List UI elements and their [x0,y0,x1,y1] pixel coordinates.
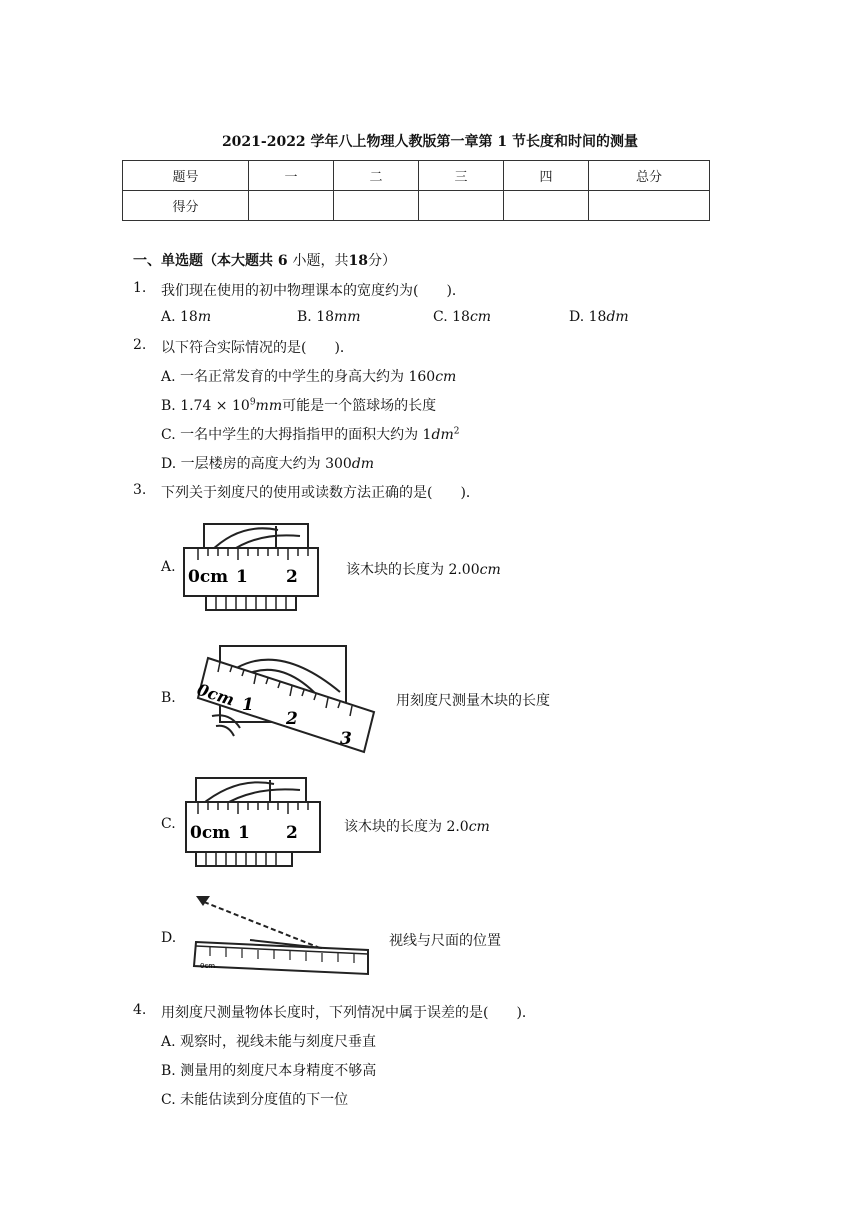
option-unit: cm [469,309,492,325]
caption-unit: cm [479,562,501,578]
option-1d[interactable] [569,309,629,325]
ruler-label-2: 2 [286,823,298,843]
question-number: 4. [133,1002,147,1018]
caption-text: 该木块的长度为 2.00 [346,562,480,578]
ruler-label-1: 1 [238,823,250,843]
score-header-cell: 题号 [123,161,249,191]
option-exponent: 9 [249,397,256,408]
option-2c[interactable] [161,424,459,444]
ruler-figure-a [180,518,322,614]
ruler-figure-b [190,640,380,762]
section-heading-text: 一、单选题（本大题共 [133,253,273,269]
option-unit: m [197,309,212,325]
option-unit: mm [334,309,361,325]
option-1b[interactable] [297,309,361,325]
question-text: 用刻度尺测量物体长度时，下列情况中属于误差的是( )． [161,1005,536,1021]
option-3c-caption [344,816,490,836]
score-table-header-row [123,161,710,191]
option-label: D. 18 [569,309,607,325]
option-label: A. 一名正常发育的中学生的身高大约为 160 [161,369,436,385]
option-unit: dm [431,427,454,443]
option-3a-label[interactable]: A. [161,559,176,575]
option-label: D. 一层楼房的高度大约为 300 [161,456,352,472]
option-3d-caption: 视线与尺面的位置 [389,933,501,949]
ruler-label-1: 1 [242,695,254,715]
ruler-figure-c [182,772,324,880]
option-unit: cm [435,369,457,385]
score-header-cell: 总分 [589,161,710,191]
option-label: B. 1.74 × 10 [161,398,250,414]
section-score: 18 [348,253,368,269]
score-cell[interactable] [589,191,710,221]
ruler-label-2: 2 [286,709,298,729]
score-header-cell: 一 [249,161,334,191]
option-label: A. 18 [161,309,198,325]
score-table-score-row [123,191,710,221]
ruler-label-0: 0cm [188,567,229,587]
option-1c[interactable] [433,309,491,325]
option-exponent: 2 [453,426,460,437]
option-1a[interactable] [161,309,211,325]
score-cell[interactable] [419,191,504,221]
question-text: 我们现在使用的初中物理课本的宽度约为( )． [161,283,466,299]
section-heading-tail: 分） [367,253,396,269]
ruler-label-3: 3 [340,729,352,749]
option-unit: mm [255,398,283,414]
question-number: 3. [133,482,147,498]
option-4a[interactable]: A. 观察时，视线未能与刻度尺垂直 [161,1034,377,1050]
score-table [122,160,710,221]
ruler-figure-d [190,890,374,982]
question-number: 1. [133,280,147,296]
score-row-label: 得分 [123,191,249,221]
option-3a-caption [346,559,501,579]
caption-text: 该木块的长度为 2.0 [344,819,469,835]
option-3c-label[interactable]: C. [161,816,176,832]
section-heading-mid: 小题，共 [292,253,349,269]
score-header-cell: 四 [504,161,589,191]
page-title: 2021-2022 学年八上物理人教版第一章第 1 节长度和时间的测量 [221,134,639,150]
ruler-label-2: 2 [286,567,298,587]
caption-unit: cm [468,819,490,835]
option-3b-label[interactable]: B. [161,690,176,706]
option-label: C. 一名中学生的大拇指指甲的面积大约为 1 [161,427,432,443]
option-2b[interactable] [161,395,436,415]
ruler-label-0: 0cm [190,823,231,843]
score-cell[interactable] [249,191,334,221]
ruler-label-0: 0cm [200,962,216,970]
option-label: C. 18 [433,309,470,325]
option-unit: dm [606,309,629,325]
option-3b-caption: 用刻度尺测量木块的长度 [396,693,550,709]
score-cell[interactable] [504,191,589,221]
score-cell[interactable] [334,191,419,221]
option-unit: dm [351,456,375,472]
option-2a[interactable] [161,366,456,386]
section-heading [133,250,396,270]
option-tail: 可能是一个篮球场的长度 [282,398,437,414]
option-4b[interactable]: B. 测量用的刻度尺本身精度不够高 [161,1063,377,1079]
ruler-label-1: 1 [236,567,248,587]
question-text: 下列关于刻度尺的使用或读数方法正确的是( )． [161,485,480,501]
option-3d-label[interactable]: D. [161,930,177,946]
option-label: B. 18 [297,309,335,325]
option-2d[interactable] [161,453,374,473]
score-header-cell: 三 [419,161,504,191]
score-header-cell: 二 [334,161,419,191]
ruler-label-0: 0cm [194,679,237,710]
question-number: 2. [133,337,147,353]
section-count: 6 [277,253,288,269]
question-text: 以下符合实际情况的是( )． [161,340,354,356]
option-4c[interactable]: C. 未能估读到分度值的下一位 [161,1092,349,1108]
